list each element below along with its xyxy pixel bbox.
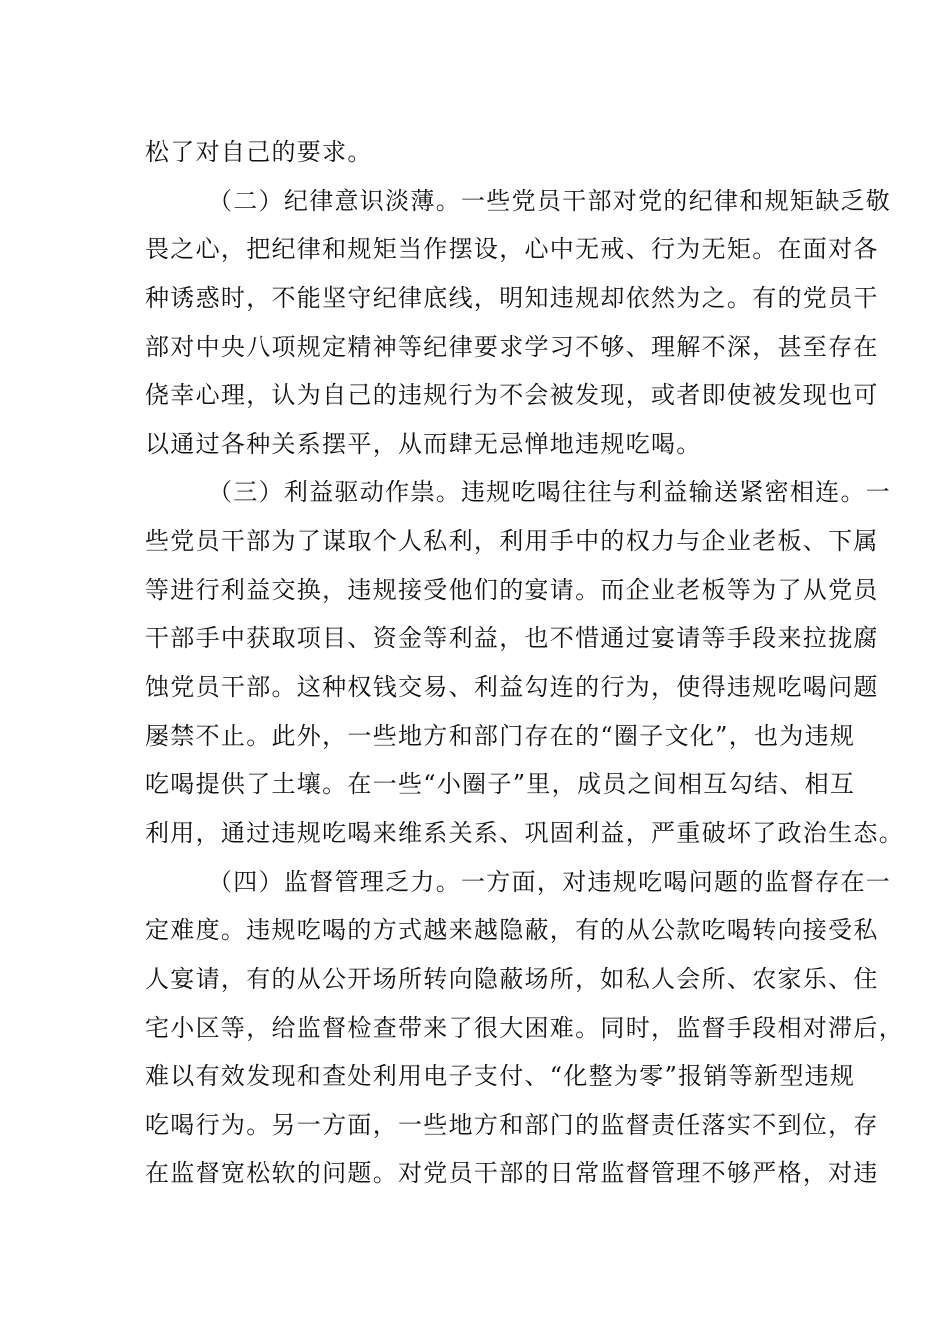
text-line: 等进行利益交换，违规接受他们的宴请。而企业老板等为了从党员 xyxy=(145,575,879,604)
paragraph-start-line: （四）监督管理乏力。一方面，对违规吃喝问题的监督存在一 xyxy=(208,867,892,896)
paragraph-start-line: （三）利益驱动作祟。违规吃喝往往与利益输送紧密相连。一 xyxy=(208,478,892,507)
text-line: 干部手中获取项目、资金等利益，也不惜通过宴请等手段来拉拢腐 xyxy=(145,624,879,653)
document-body xyxy=(145,128,904,1198)
text-line: 宅小区等，给监督检查带来了很大困难。同时，监督手段相对滞后， xyxy=(145,1013,904,1042)
text-line: 以通过各种关系摆平，从而肆无忌惮地违规吃喝。 xyxy=(145,429,702,458)
text-line: 屡禁不止。此外，一些地方和部门存在的“圈子文化”，也为违规 xyxy=(145,721,856,750)
text-line: 侥幸心理，认为自己的违规行为不会被发现，或者即使被发现也可 xyxy=(145,381,879,410)
text-line: 吃喝提供了土壤。在一些“小圈子”里，成员之间相互勾结、相互 xyxy=(145,770,856,799)
text-line: 吃喝行为。另一方面，一些地方和部门的监督责任落实不到位，存 xyxy=(145,1110,879,1139)
text-line: 部对中央八项规定精神等纪律要求学习不够、理解不深，甚至存在 xyxy=(145,332,879,361)
text-line: 人宴请，有的从公开场所转向隐蔽场所，如私人会所、农家乐、住 xyxy=(145,964,879,993)
text-line: 种诱惑时，不能坚守纪律底线，明知违规却依然为之。有的党员干 xyxy=(145,283,879,312)
text-line: 蚀党员干部。这种权钱交易、利益勾连的行为，使得违规吃喝问题 xyxy=(145,673,879,702)
paragraph-start-line: （二）纪律意识淡薄。一些党员干部对党的纪律和规矩缺乏敬 xyxy=(208,186,892,215)
text-line: 在监督宽松软的问题。对党员干部的日常监督管理不够严格，对违 xyxy=(145,1159,879,1188)
text-line: 定难度。违规吃喝的方式越来越隐蔽，有的从公款吃喝转向接受私 xyxy=(145,916,879,945)
text-line: 利用，通过违规吃喝来维系关系、巩固利益，严重破坏了政治生态。 xyxy=(145,818,904,847)
text-line: 些党员干部为了谋取个人私利，利用手中的权力与企业老板、下属 xyxy=(145,527,879,556)
text-line: 难以有效发现和查处利用电子支付、“化整为零”报销等新型违规 xyxy=(145,1062,856,1091)
text-line: 松了对自己的要求。 xyxy=(145,138,373,166)
text-line: 畏之心，把纪律和规矩当作摆设，心中无戒、行为无矩。在面对各 xyxy=(145,235,879,264)
